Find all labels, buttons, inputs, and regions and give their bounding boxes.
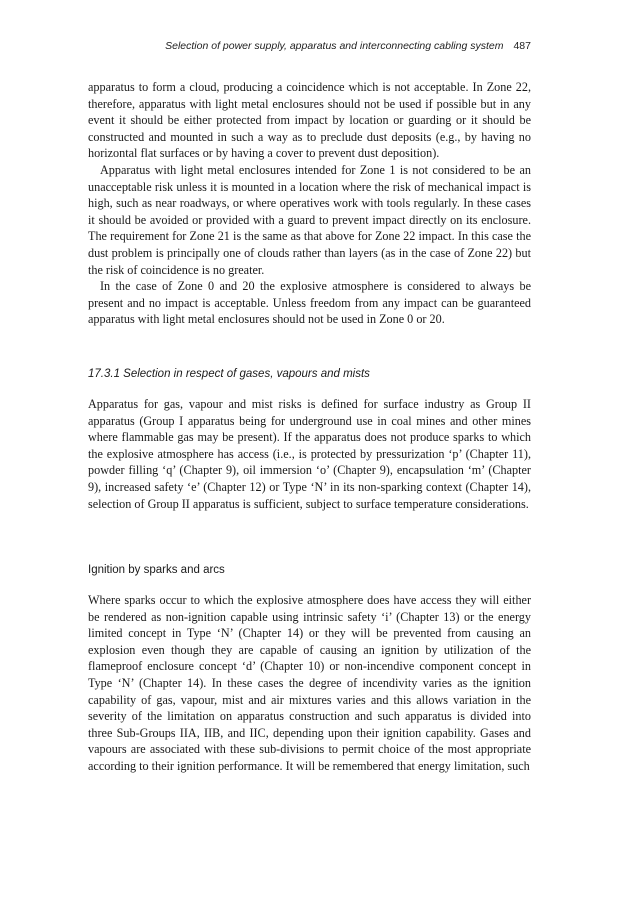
paragraph-zone22: apparatus to form a cloud, producing a coincidence which is not acceptable. In Zone 22, therefore, apparatus with light metal enclosures should not be used if possible but in any event it should be either protected from impact by location or guarding or it should be constructed and mounted in such a way as to preclude dust deposits (e.g., by having no horizontal flat surfaces or by having a cover to prevent dust deposition). bbox=[88, 80, 531, 161]
paragraph-zone1: Apparatus with light metal enclosures intended for Zone 1 is not considered to be an unacceptable risk unless it is mounted in a location where the risk of mechanical impact is high, such as near roadways, or where operatives work with tools regularly. In these cases it should be avoided or provided with a guard to prevent impact directly on its enclosure. The requirement for Zone 21 is the same as that above for Zone 22 impact. In this case the dust problem is principally one of clouds rather than layers (as in the case of Zone 22) but the risk of coincidence is no greater. bbox=[88, 162, 531, 277]
paragraph-sparks: Where sparks occur to which the explosive atmosphere does have access they will either be rendered as non-ignition capable using intrinsic safety ‘i’ (Chapter 13) or the energy limited concept in Type ‘N’ (Chapter 14) or they will be prevented from causing an explosion even though they are capable of causing an ignition by utilization of the flameproof enclosure concept ‘d’ (Chapter 10) or non-incendive component concept in Type ‘N’ (Chapter 14). In these cases the degree of incendivity varies as the ignition capability of gas, vapour, mist and air mixtures varies and this allows variation in the severity of the limitation on apparatus construction and such apparatus is divided into three Sub-Groups IIA, IIB, and IIC, depending upon their ignition capability. Gases and vapours are associated with these sub-divisions to permit choice of the most appropriate according to their ignition performance. It will be remembered that energy limitation, such bbox=[88, 593, 531, 773]
paragraph-group-ii: Apparatus for gas, vapour and mist risks is defined for surface industry as Group II apparatus (Group I apparatus being for underground use in coal mines and other mines where flammable gas may be present). If the apparatus does not produce sparks to which the explosive atmosphere has access (i.e., is protected by pressurization ‘p’ (Chapter 11), powder filling ‘q’ (Chapter 9), oil immersion ‘o’ (Chapter 9), encapsulation ‘m’ (Chapter 9), increased safety ‘e’ (Chapter 12) or Type ‘N’ in its non-sparking context (Chapter 14), selection of Group II apparatus is sufficient, subject to surface temperature considerations. bbox=[88, 397, 531, 511]
subheading-sparks-arcs: Ignition by sparks and arcs bbox=[88, 564, 225, 576]
subsection-text-block bbox=[88, 592, 531, 775]
paragraph-zone0: In the case of Zone 0 and 20 the explosive atmosphere is considered to always be present and no impact is acceptable. Unless freedom from any impact can be guaranteed apparatus with light metal enclosures should not be used in Zone 0 or 20. bbox=[88, 279, 531, 327]
running-title: Selection of power supply, apparatus and interconnecting cabling system bbox=[165, 40, 504, 52]
top-text-block bbox=[88, 79, 531, 328]
running-header bbox=[88, 40, 531, 52]
section-text-block bbox=[88, 396, 531, 512]
page-number: 487 bbox=[513, 40, 531, 52]
section-heading: 17.3.1 Selection in respect of gases, vapours and mists bbox=[88, 368, 370, 380]
